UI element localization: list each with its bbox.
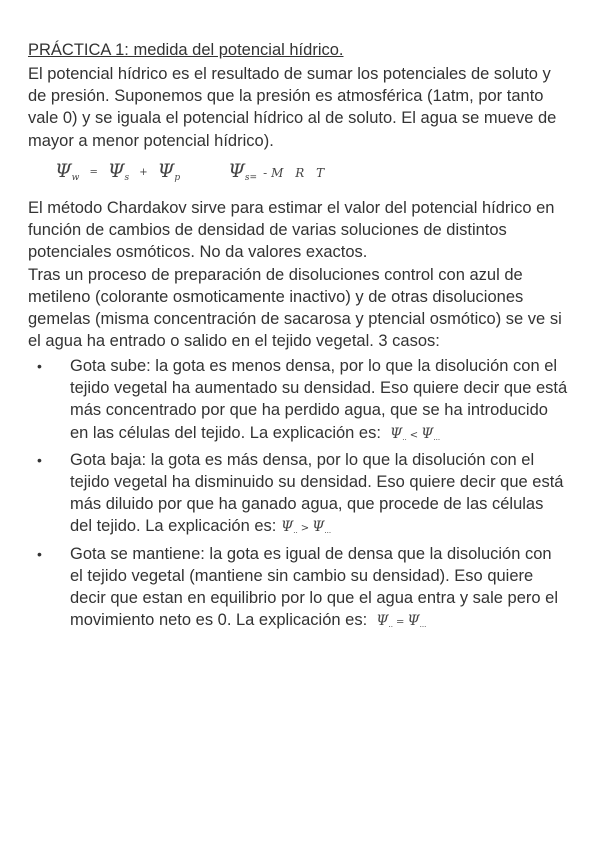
formula-subscript-s-eq: s=: [244, 173, 258, 183]
handwritten-formula: [55, 160, 328, 183]
handwritten-relation: $\Psi_{..} = \Psi_{...}$: [376, 613, 427, 630]
case-text: Gota se mantiene: la gota es igual de densa que la disolución con el tejido vegetal (mantiene sin cambio su densidad). Eso quiere decir que estan en equilibrio por lo que el agua entra y sale pero el movimiento neto es 0. La explicación es:: [70, 544, 558, 630]
psi-symbol: Ψ: [107, 160, 125, 182]
formula-mrt: -M R T: [263, 166, 329, 180]
formula-subscript-w: w: [71, 173, 80, 183]
bullet: •: [37, 451, 42, 468]
formula-subscript-s: s: [124, 173, 130, 183]
intro-text: El potencial hídrico es el resultado de sumar los potenciales de soluto y de presión. Suponemos que la presión es atmosférica (1atm, por tanto vale 0) y se iguala el potencial hídrico al de soluto. El agua se mueve de mayor a menor potencial hídrico).: [28, 65, 557, 150]
psi-symbol: Ψ: [421, 425, 434, 442]
list-item: [28, 449, 568, 543]
psi-symbol: Ψ: [157, 160, 175, 182]
psi-symbol: Ψ: [55, 160, 72, 182]
psi-symbol: Ψ: [312, 519, 325, 536]
case-text: Gota baja: la gota es más densa, por lo que la disolución con el tejido vegetal ha disminuido su densidad. Eso quiere decir que está más diluido por que ha ganado agua, que procede de las células del tejido. La explicación es:: [70, 450, 564, 536]
bullet: •: [37, 545, 42, 562]
page-title: PRÁCTICA 1: medida del potencial hídrico.: [28, 41, 344, 59]
bullet: •: [37, 358, 42, 374]
method-paragraph: El método Chardakov sirve para estimar el valor del potencial hídrico en función de cambios de densidad de varias soluciones de distintos potenciales osmóticos. No da valores exactos.: [28, 199, 555, 262]
intro-paragraph: [28, 63, 568, 152]
list-item: [28, 543, 568, 637]
formula-equals: =: [89, 167, 98, 178]
formula-plus: +: [139, 167, 148, 178]
psi-symbol: Ψ: [390, 425, 403, 442]
case-text: Gota sube: la gota es menos densa, por lo que la disolución con el tejido vegetal ha aumentado su densidad. Eso quiere decir que está más concentrado por que ha perdido agua, que se ha introducido en las células del tejido. La explicación es:: [70, 357, 568, 442]
handwritten-relation: $\Psi_{..} < \Psi_{...}$: [390, 425, 441, 442]
list-item: [28, 355, 568, 449]
handwritten-relation: $\Psi_{..} > \Psi_{...}$: [280, 519, 332, 536]
psi-symbol: Ψ: [280, 519, 294, 536]
psi-symbol: Ψ: [407, 613, 420, 630]
formula-subscript-p: p: [174, 173, 181, 183]
cases-list: [28, 355, 568, 636]
psi-symbol: Ψ: [376, 613, 389, 630]
procedure-paragraph: Tras un proceso de preparación de disoluciones control con azul de metileno (colorante osmoticamente inactivo) y de otras disoluciones gemelas (misma concentración de sacarosa y ptencial osmótico) se ve si el agua ha entrado o salido en el tejido vegetal. 3 casos:: [28, 265, 562, 351]
method-section: [28, 197, 573, 352]
psi-symbol: Ψ: [228, 160, 245, 182]
